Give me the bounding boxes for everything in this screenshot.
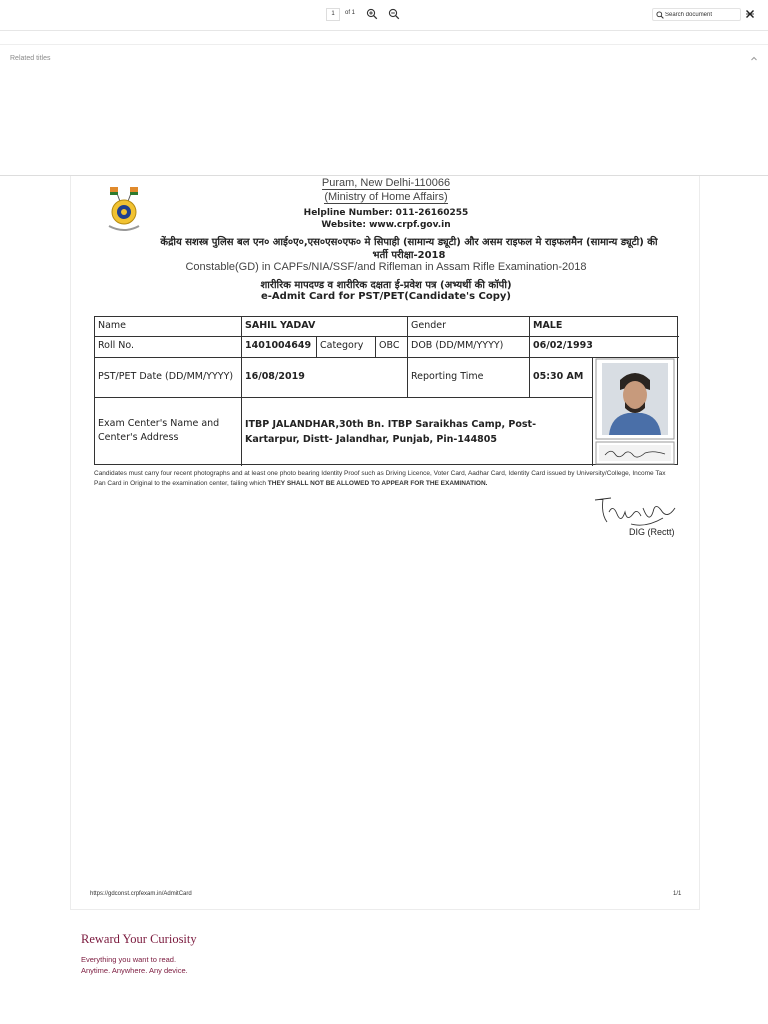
footer-url: https://gdconst.crpfexam.in/AdmitCard — [90, 891, 192, 897]
related-titles-label: Related titles — [10, 55, 51, 62]
gender-label: Gender — [408, 317, 530, 337]
zoom-in-icon[interactable] — [366, 8, 378, 20]
dob-value: 06/02/1993 — [530, 337, 679, 358]
dob-label: DOB (DD/MM/YYYY) — [408, 337, 530, 358]
helpline-number: Helpline Number: 011-26160255 — [303, 208, 469, 218]
reward-line-2: Anytime. Anywhere. Any device. — [81, 966, 188, 975]
document-page — [70, 176, 700, 910]
signatory-designation: DIG (Rectt) — [629, 527, 675, 537]
hindi-admit-subtitle: शारीरिक मापदण्ड व शारीरिक दक्षता ई-प्रवेश पत्र (अभ्यर्थी की कॉपी) — [260, 280, 512, 291]
roll-value: 1401004649 — [242, 337, 317, 358]
candidate-details-table — [94, 316, 678, 465]
exam-center-value: ITBP JALANDHAR,30th Bn. ITBP Saraikhas Camp, Post-Kartarpur, Distt- Jalandhar, Punjab, Pin-144805 — [242, 398, 593, 466]
name-label: Name — [95, 317, 242, 337]
document-toolbar — [0, 0, 768, 31]
address-line: Puram, New Delhi-110066 — [321, 177, 451, 189]
reporting-time-label: Reporting Time — [408, 358, 530, 398]
exam-center-label: Exam Center's Name and Center's Address — [95, 398, 242, 466]
admit-card-title: e-Admit Card for PST/PET(Candidate's Copy) — [261, 291, 511, 302]
category-label: Category — [317, 337, 376, 358]
warning-text: THEY SHALL NOT BE ALLOWED TO APPEAR FOR THE EXAMINATION. — [267, 480, 488, 487]
category-value: OBC — [376, 337, 408, 358]
related-titles-panel — [0, 44, 768, 176]
close-icon[interactable] — [745, 9, 755, 19]
footer-page-number: 1/1 — [673, 891, 682, 897]
pst-date-value: 16/08/2019 — [242, 358, 408, 398]
name-value: SAHIL YADAV — [242, 317, 408, 337]
gender-value: MALE — [530, 317, 679, 337]
page-number-input[interactable]: 1 — [326, 8, 340, 21]
search-input[interactable] — [665, 10, 739, 20]
reward-title: Reward Your Curiosity — [81, 932, 197, 946]
roll-label: Roll No. — [95, 337, 242, 358]
english-exam-title: Constable(GD) in CAPFs/NIA/SSF/and Rifleman in Assam Rifle Examination-2018 — [185, 261, 587, 273]
hindi-exam-title: केंद्रीय सशस्त्र पुलिस बल एन० आई०ए०,एस०एस०एफ० मे सिपाही (सामान्य ड्यूटी) और असम राइफल मे राइफलमैन (सामान्य ड्यूटी) की भर्ती परीक्षा-2018 — [160, 237, 658, 261]
chevron-up-icon[interactable] — [749, 54, 759, 64]
reward-line-1: Everything you want to read. — [81, 955, 177, 964]
candidate-photo — [595, 358, 675, 465]
search-document-box[interactable] — [652, 8, 741, 21]
page-count-label: of 1 — [345, 10, 356, 16]
pst-date-label: PST/PET Date (DD/MM/YYYY) — [95, 358, 242, 398]
instructions-note: Candidates must carry four recent photographs and at least one photo bearing Identity Proof such as Driving Licence, Voter Card, Aadhar Card, Identity Card issued by University/College, Income Tax Pan Card in Original to the examination center, failing which THEY SHALL NOT BE ALLOWED TO APPEAR FOR THE EXAMINATION. — [94, 470, 666, 487]
ministry-line: (Ministry of Home Affairs) — [324, 191, 448, 203]
reporting-time-value: 05:30 AM — [530, 358, 593, 398]
website-line: Website: www.crpf.gov.in — [321, 220, 451, 230]
zoom-out-icon[interactable] — [388, 8, 400, 20]
search-icon — [656, 11, 664, 19]
